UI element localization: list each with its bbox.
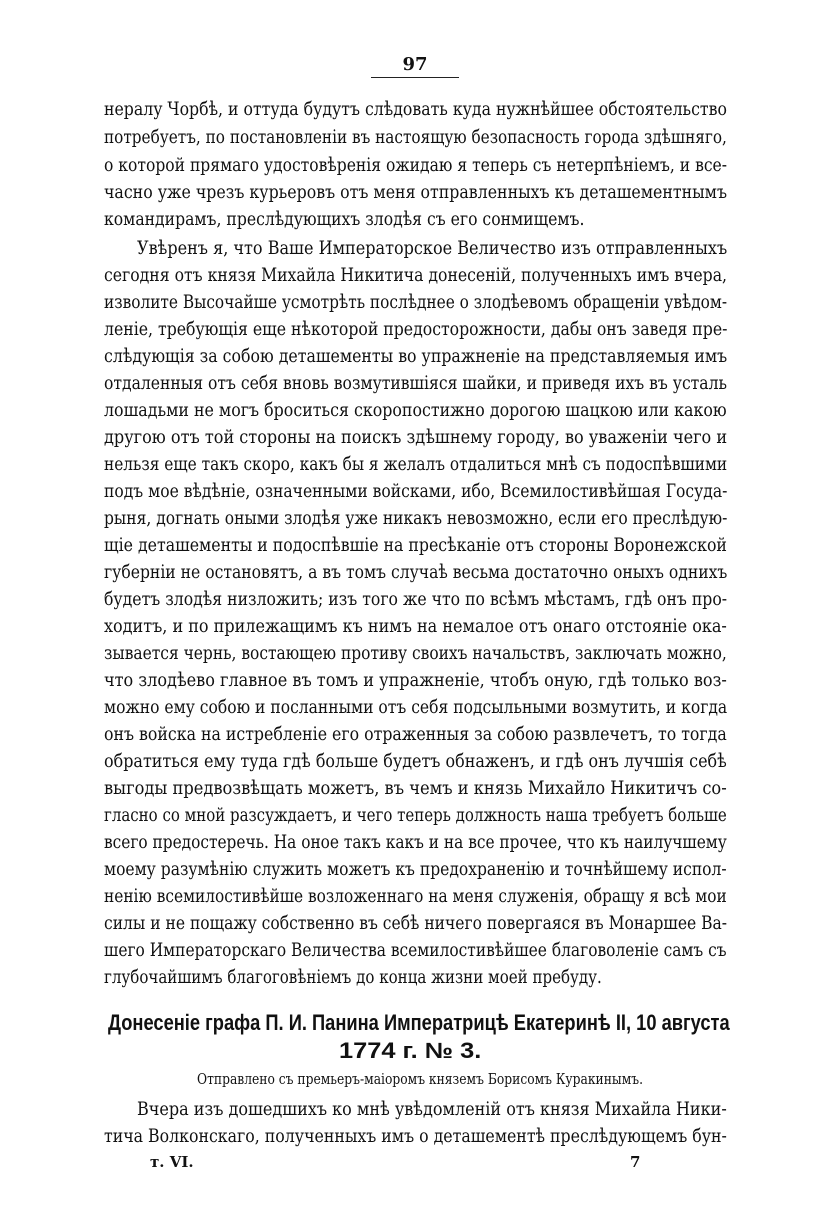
text-line: часно уже чрезъ курьеровъ отъ меня отправленныхъ къ деташементнымъ <box>104 182 727 203</box>
text-line: Вчера изъ дошедшихъ ко мнѣ увѣдомленій отъ князя Михайла Ники- <box>137 1099 727 1120</box>
signature-mark: 7 <box>630 1153 641 1171</box>
text-line: тича Волконскаго, полученныхъ имъ о деташементѣ преслѣдующемъ бун- <box>104 1126 727 1147</box>
text-line: сегодня отъ князя Михайла Никитича донесеній, полученныхъ имъ вчера, <box>104 265 728 286</box>
text-line: нельзя еще такъ скоро, какъ бы я желалъ отдалиться мнѣ съ подоспѣвшими <box>104 454 728 475</box>
text-line: о которой прямаго удостовѣренія ожидаю я теперь съ нетерпѣніемъ, и все- <box>104 155 727 176</box>
text-line: зывается чернь, востающею противу своихъ начальствъ, заключать можно, <box>104 643 727 664</box>
text-line: щіе деташементы и подоспѣвшіе на пресѣканіе отъ стороны Воронежской <box>104 535 727 556</box>
text-line: выгоды предвозвѣщать можетъ, въ чемъ и князь Михайло Никитичъ со- <box>104 778 727 799</box>
text-line: потребуетъ, по постановленіи въ настоящую безопасность города здѣшняго, <box>104 127 727 148</box>
text-line: другою отъ той стороны на поискъ здѣшнему городу, во уваженіи чего и <box>104 427 728 448</box>
text-line: нералу Чорбѣ, и оттуда будутъ слѣдовать куда нужнѣйшее обстоятельство <box>104 99 727 120</box>
text-line: ходитъ, и по прилежащимъ къ нимъ на немалое отъ онаго отстояніе ока- <box>104 616 727 637</box>
text-line: будетъ злодѣя низложить; изъ того же что по всѣмъ мѣстамъ, гдѣ онъ про- <box>104 589 728 610</box>
page-number-rule <box>371 77 459 78</box>
text-line: онъ войска на истребленіе его отраженныя за собою развлечетъ, то тогда <box>104 724 727 745</box>
text-line: шего Императорскаго Величества всемилостивѣйшее благоволеніе самъ съ <box>104 940 727 961</box>
page-number: 97 <box>402 54 428 75</box>
text-line: ненію всемилостивѣйше возложеннаго на меня служенія, обращу я всѣ мои <box>104 886 727 907</box>
text-line: Увѣренъ я, что Ваше Императорское Величество изъ отправленныхъ <box>137 238 728 259</box>
volume-mark: т. VI. <box>150 1153 194 1171</box>
text-line: отдаленныя отъ себя вновь возмутившіяся шайки, и приведя ихъ въ усталь <box>104 373 727 394</box>
text-line: губерніи не остановятъ, а въ томъ случаѣ весьма достаточно оныхъ однихъ <box>104 562 728 583</box>
text-line: леніе, требующія еще нѣкоторой предосторожности, дабы онъ заведя пре- <box>104 319 728 340</box>
text-line: силы и не пощажу собственно въ себѣ ничего повергаяся въ Монаршее Ва- <box>104 913 728 934</box>
text-line: изволите Высочайше усмотрѣть послѣднее о злодѣевомъ обращеніи увѣдом- <box>104 292 728 313</box>
text-line: слѣдующія за собою деташементы во упражненіе на представляемыя имъ <box>104 346 728 367</box>
heading-line: Донесеніе графа П. И. Панина Императрицѣ Екатеринѣ II, 10 августа <box>108 1010 730 1035</box>
text-line: всего предостеречь. На оное такъ какъ и на все прочее, что къ наилучшему <box>104 832 727 853</box>
text-line: подъ мое вѣдѣніе, означенными войсками, ибо, Всемилостивѣйшая Госуда- <box>104 481 728 502</box>
heading-line: 1774 г. № 3. <box>339 1038 482 1063</box>
text-line: что злодѣево главное въ томъ и упражненіе, чтобъ оную, гдѣ только воз- <box>104 670 727 691</box>
text-line: моему разумѣнію служить можетъ къ предохраненію и точнѣйшему испол- <box>104 859 727 880</box>
text-line: командирамъ, преслѣдующихъ злодѣя съ его сонмищемъ. <box>104 209 585 230</box>
text-line: глубочайшимъ благоговѣніемъ до конца жизни моей пребуду. <box>104 967 602 988</box>
text-line: обратиться ему туда гдѣ больше будетъ обнаженъ, и гдѣ онъ лучшія себѣ <box>104 751 727 772</box>
dispatch-note: Отправлено съ премьеръ-маіоромъ княземъ Борисомъ Куракинымъ. <box>197 1072 644 1088</box>
text-line: лошадьми не могъ броситься скоропостижно дорогою шацкою или какою <box>104 400 727 421</box>
text-line: можно ему собою и посланными отъ себя подсыльными возмутить, и когда <box>104 697 728 718</box>
text-line: рыня, догнать оными злодѣя уже никакъ невозможно, если его преслѣдую- <box>104 508 728 529</box>
text-line: гласно со мной разсуждаетъ, и чего теперь должность наша требуетъ больше <box>104 805 727 826</box>
